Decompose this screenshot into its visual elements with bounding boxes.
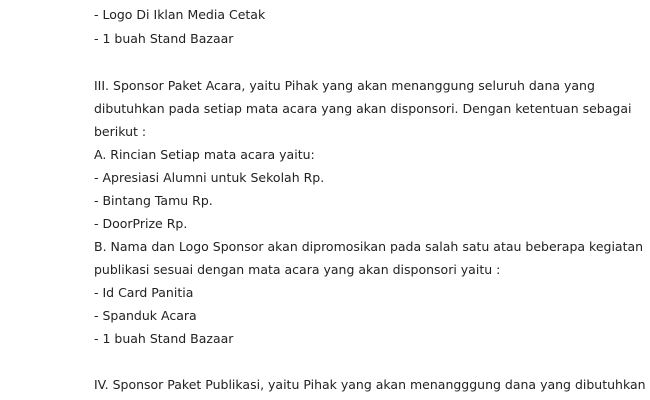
text-line: B. Nama dan Logo Sponsor akan dipromosikan pada salah satu atau beberapa kegiatan xyxy=(94,239,644,254)
text-line: - Spanduk Acara xyxy=(94,308,197,323)
text-line: dibutuhkan pada setiap mata acara yang akan disponsori. Dengan ketentuan sebagai xyxy=(94,101,632,116)
text-line: IV. Sponsor Paket Publikasi, yaitu Pihak yang akan menangggung dana yang dibutuhkan xyxy=(94,377,646,392)
text-line: A. Rincian Setiap mata acara yaitu: xyxy=(94,147,315,162)
text-line: - 1 buah Stand Bazaar xyxy=(94,331,234,346)
text-line: III. Sponsor Paket Acara, yaitu Pihak yang akan menanggung seluruh dana yang xyxy=(94,78,595,93)
text-line: berikut : xyxy=(94,124,147,139)
text-line: - Id Card Panitia xyxy=(94,285,194,300)
text-line: - DoorPrize Rp. xyxy=(94,216,188,231)
text-line: - Apresiasi Alumni untuk Sekolah Rp. xyxy=(94,170,325,185)
text-line: publikasi sesuai dengan mata acara yang akan disponsori yaitu : xyxy=(94,262,501,277)
text-line: - 1 buah Stand Bazaar xyxy=(94,31,234,46)
text-line: - Bintang Tamu Rp. xyxy=(94,193,213,208)
text-line: - Logo Di Iklan Media Cetak xyxy=(94,7,266,22)
